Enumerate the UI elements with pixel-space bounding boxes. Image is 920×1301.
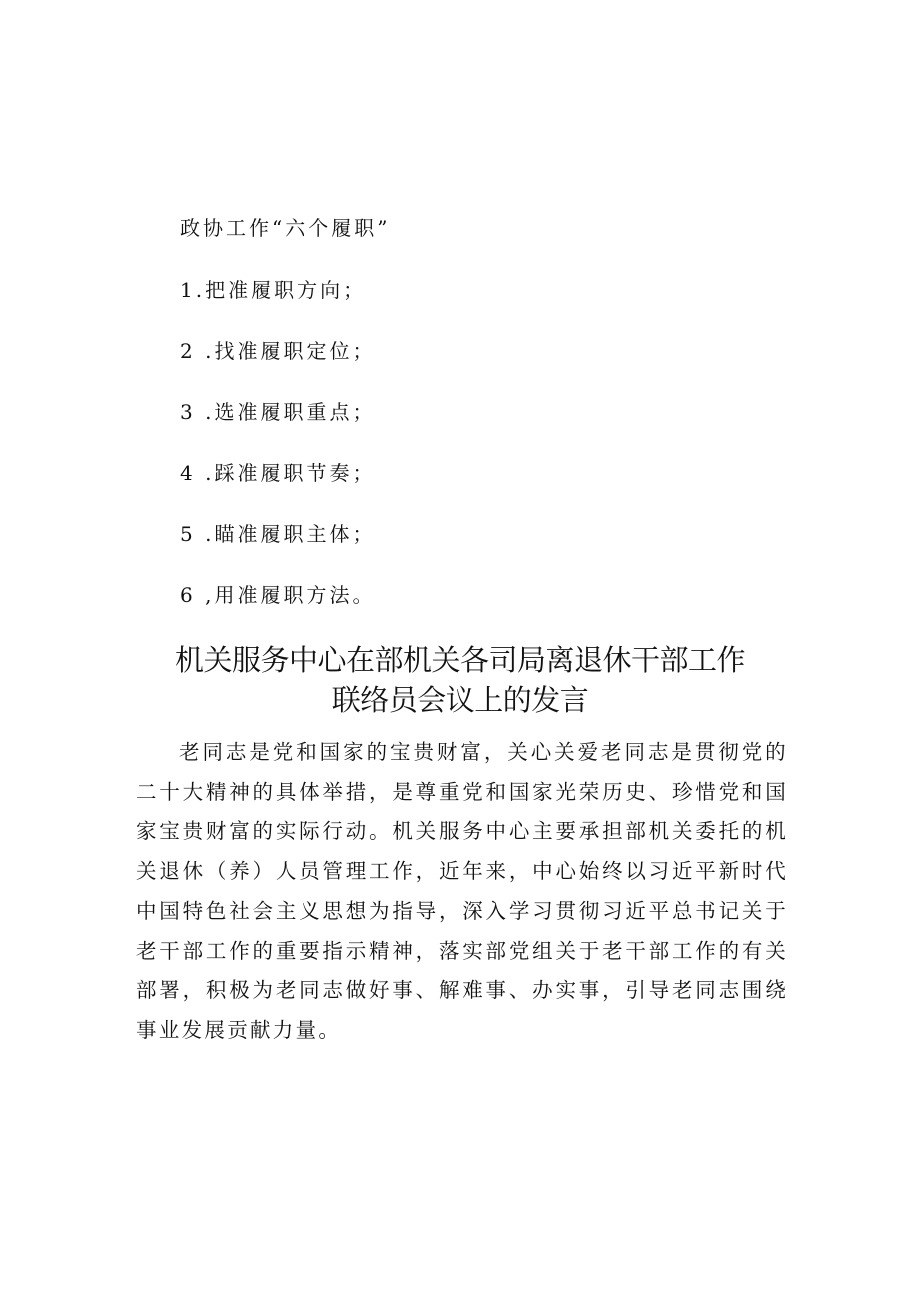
list-item-4: 4 .踩准履职节奏； [180, 461, 376, 485]
speech-body-paragraph: 老同志是党和国家的宝贵财富，关心关爱老同志是贯彻党的二十大精神的具体举措，是尊重党和国家光荣历史、珍惜党和国家宝贵财富的实际行动。机关服务中心主要承担部机关委托的机关退休（养）人员管理工作，近年来，中心始终以习近平新时代中国特色社会主义思想为指导，深入学习贯彻习近平总书记关于老干部工作的重要指示精神，落实部党组关于老干部工作的有关部署，积极为老同志做好事、解难事、办实事，引导老同志围绕事业发展贡献力量。 [136, 740, 788, 1042]
list-item-5: 5 .瞄准履职主体； [180, 522, 376, 546]
speech-title-line-1: 机关服务中心在部机关各司局离退休干部工作 [174, 643, 745, 677]
list-item-6: 6 ,用准履职方法。 [180, 583, 376, 607]
speech-title-line-2: 联络员会议上的发言 [331, 683, 589, 717]
list-item-2: 2 .找准履职定位； [180, 339, 376, 363]
list-item-1: 1.把准履职方向； [180, 278, 367, 302]
list-heading: 政协工作“六个履职” [180, 216, 391, 240]
list-item-3: 3 .选准履职重点； [180, 400, 376, 424]
